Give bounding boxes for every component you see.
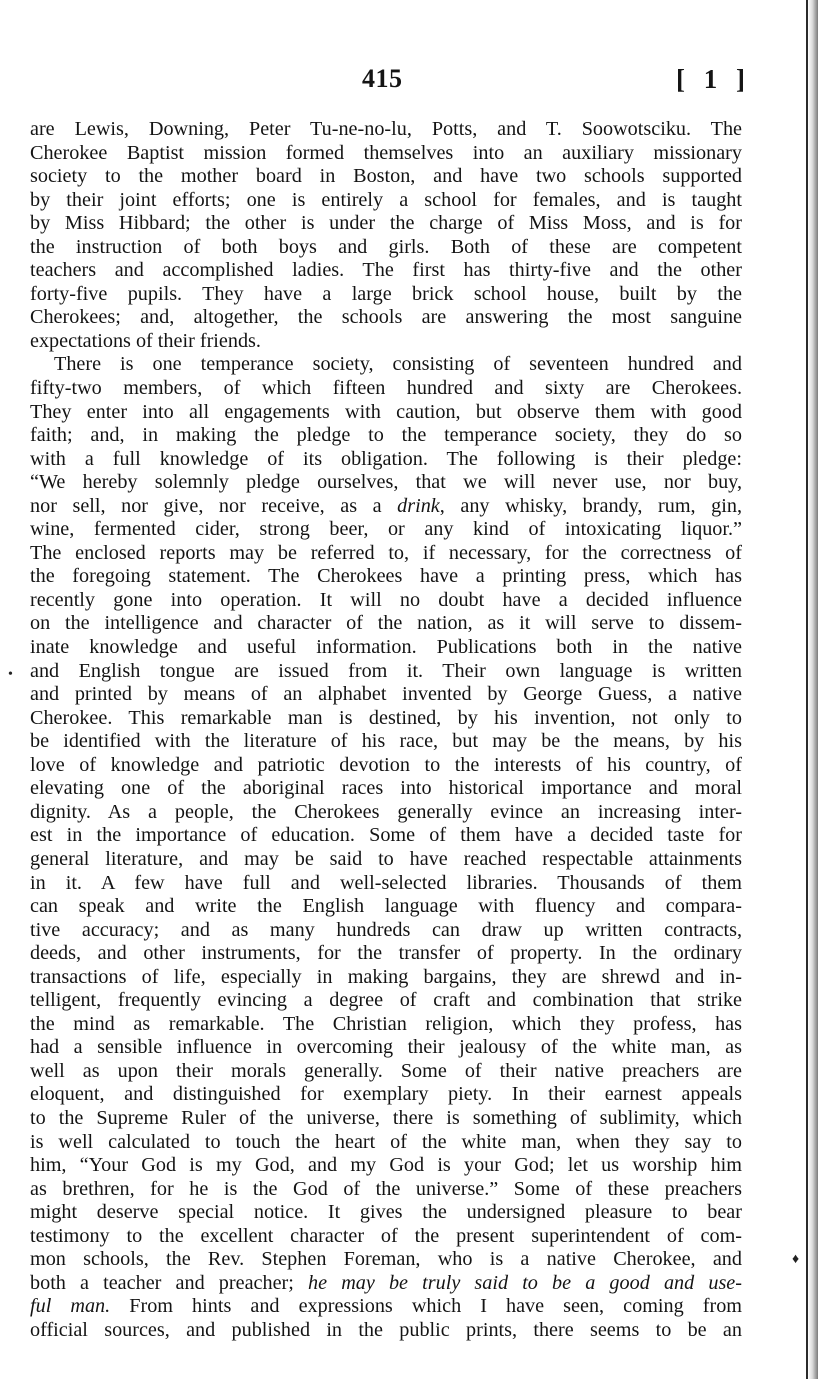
text-line: transactions of life, especially in making bargains, they are shrewd and in- <box>30 965 742 988</box>
page-number: 415 <box>362 64 403 93</box>
right-margin-mark: ♦ <box>792 1252 800 1267</box>
text-line: telligent, frequently evincing a degree of craft and combination that strike <box>30 989 742 1012</box>
text-line <box>30 1295 742 1319</box>
text-line: and English tongue are issued from it. Their own language is written <box>30 659 742 682</box>
text-line: “We hereby solemnly pledge ourselves, that we will never use, nor buy, <box>30 471 742 494</box>
text-line: with a full knowledge of its obligation. The following is their pledge: <box>30 447 742 470</box>
text-line: can speak and write the English language with fluency and compara- <box>30 895 742 918</box>
text-segment: nor sell, nor give, nor receive, as a <box>30 494 398 517</box>
page-edge-shadow <box>808 0 818 1379</box>
text-line: in it. A few have full and well-selected libraries. Thousands of them <box>30 871 742 894</box>
text-line <box>30 1272 742 1296</box>
italic-word: drink <box>397 494 440 517</box>
text-line: teachers and accomplished ladies. The first has thirty-five and the other <box>30 259 742 282</box>
text-line: the mind as remarkable. The Christian religion, which they profess, has <box>30 1012 742 1035</box>
text-line: inate knowledge and useful information. Publications both in the native <box>30 636 742 659</box>
text-line: to the Supreme Ruler of the universe, there is something of sublimity, which <box>30 1106 742 1129</box>
text-line: him, “Your God is my God, and my God is your God; let us worship him <box>30 1154 742 1177</box>
text-line: There is one temperance society, consisting of seventeen hundred and <box>54 353 742 376</box>
text-line: official sources, and published in the public prints, there seems to be an <box>30 1318 742 1341</box>
text-line: on the intelligence and character of the nation, as it will serve to dissem- <box>30 612 742 635</box>
text-segment: From hints and expressions which I have seen, coming from <box>110 1295 742 1318</box>
text-line: fifty-two members, of which fifteen hundred and sixty are Cherokees. <box>30 377 742 400</box>
text-line: mon schools, the Rev. Stephen Foreman, who is a native Cherokee, and <box>30 1248 742 1271</box>
text-line: the foregoing statement. The Cherokees have a printing press, which has <box>30 565 742 588</box>
text-line: as brethren, for he is the God of the universe.” Some of these preachers <box>30 1177 742 1200</box>
text-line: deeds, and other instruments, for the transfer of property. In the ordinary <box>30 942 742 965</box>
text-line: dignity. As a people, the Cherokees generally evince an increasing inter- <box>30 800 742 823</box>
text-line: general literature, and may be said to have reached respectable attainments <box>30 847 742 870</box>
text-line: The enclosed reports may be referred to, if necessary, for the correctness of <box>30 541 742 564</box>
left-margin-mark: • <box>8 667 13 682</box>
text-line: well as upon their morals generally. Some of their native preachers are <box>30 1059 742 1082</box>
text-line: est in the importance of education. Some of them have a decided taste for <box>30 824 742 847</box>
text-line: by their joint efforts; one is entirely a school for females, and is taught <box>30 188 742 211</box>
text-line: be identified with the literature of his race, but may be the means, by his <box>30 730 742 753</box>
text-line: is well calculated to touch the heart of the white man, when they say to <box>30 1130 742 1153</box>
text-line: might deserve special notice. It gives the undersigned pleasure to bear <box>30 1201 742 1224</box>
text-line: expectations of their friends. <box>30 329 261 352</box>
text-line: and printed by means of an alphabet invented by George Guess, a native <box>30 683 742 706</box>
text-segment: , any whisky, brandy, rum, gin, <box>439 494 742 517</box>
text-line: society to the mother board in Boston, and have two schools supported <box>30 165 742 188</box>
text-line: testimony to the excellent character of the present superintendent of com- <box>30 1224 742 1247</box>
text-line: are Lewis, Downing, Peter Tu-ne-no-lu, Potts, and T. Soowotsciku. The <box>30 118 742 140</box>
text-line: faith; and, in making the pledge to the temperance society, they do so <box>30 424 742 447</box>
text-line: elevating one of the aboriginal races into historical importance and moral <box>30 777 742 800</box>
text-line: recently gone into operation. It will no doubt have a decided influence <box>30 588 742 611</box>
italic-phrase: he may be truly said to be a good and use- <box>308 1271 742 1294</box>
text-line: eloquent, and distinguished for exemplary piety. In their earnest appeals <box>30 1083 742 1106</box>
text-line <box>30 495 742 519</box>
text-line: wine, fermented cider, strong beer, or any kind of intoxicating liquor.” <box>30 518 742 541</box>
body-text <box>30 118 742 1342</box>
text-line: They enter into all engagements with caution, but observe them with good <box>30 400 742 423</box>
text-segment: both a teacher and preacher; <box>30 1271 309 1294</box>
text-line: Cherokee Baptist mission formed themselves into an auxiliary missionary <box>30 141 742 164</box>
text-line: forty-five pupils. They have a large brick school house, built by the <box>30 282 742 305</box>
text-line: Cherokee. This remarkable man is destined, by his invention, not only to <box>30 706 742 729</box>
text-line: Cherokees; and, altogether, the schools are answering the most sanguine <box>30 306 742 329</box>
italic-phrase: ful man. <box>30 1295 111 1318</box>
text-line: the instruction of both boys and girls. Both of these are competent <box>30 235 742 258</box>
text-line: tive accuracy; and as many hundreds can draw up written contracts, <box>30 918 742 941</box>
text-line: by Miss Hibbard; the other is under the charge of Miss Moss, and is for <box>30 212 742 235</box>
text-line: love of knowledge and patriotic devotion to the interests of his country, of <box>30 753 742 776</box>
text-line: had a sensible influence in overcoming their jealousy of the white man, as <box>30 1036 742 1059</box>
signature-mark: [ 1 ] <box>676 64 751 94</box>
